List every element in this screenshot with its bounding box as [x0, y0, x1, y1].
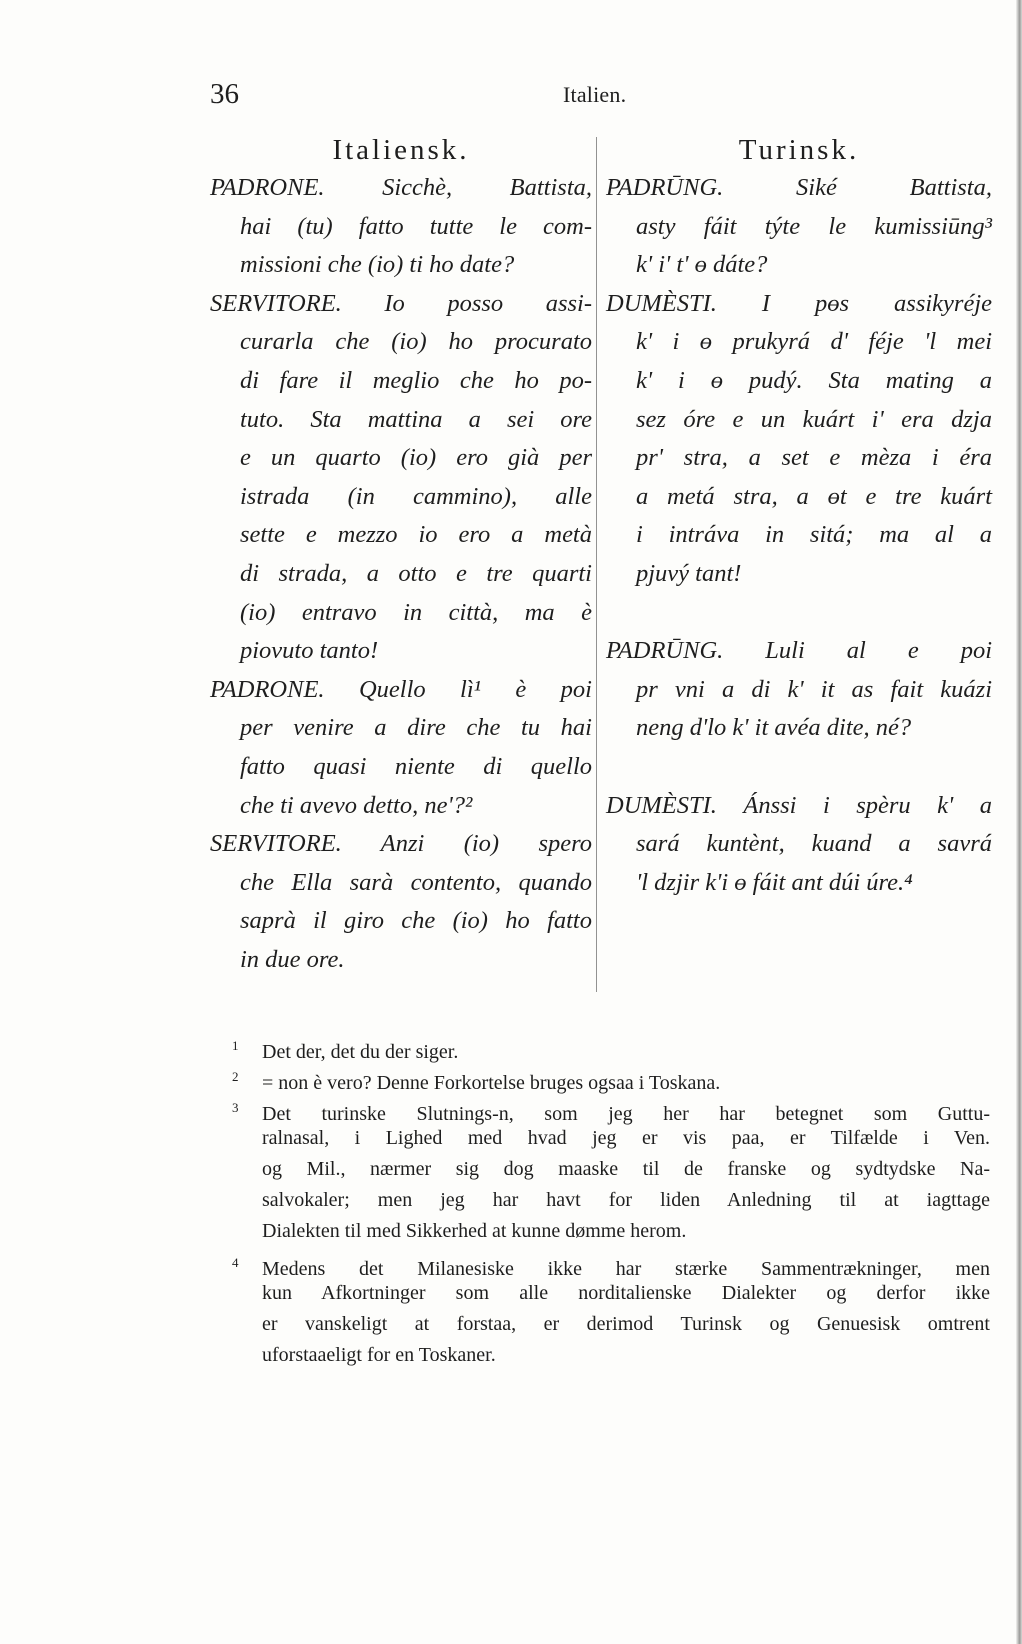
footnote-mark: 2 [232, 1069, 239, 1084]
text-line: PADRŪNG. Luli al e poi [606, 637, 992, 665]
footnote-text: ralnasal, i Lighed med hvad jeg er vis paa, er Tilfælde i Ven. [262, 1127, 990, 1149]
text-line: sette e mezzo io ero a metà [240, 521, 592, 549]
text-line: k' i ɵ prukyrá d' féje 'l mei [636, 328, 992, 356]
text-line: sez óre e un kuárt i' era dzja [636, 405, 992, 433]
text-line: piovuto tanto! [240, 637, 379, 665]
italian-column [210, 131, 592, 979]
text-line: per venire a dire che tu hai [240, 714, 592, 742]
page-number: 36 [210, 78, 239, 110]
footnote [232, 1247, 990, 1371]
text-line: in due ore. [240, 945, 345, 973]
footnote-text: Dialekten til med Sikkerhed at kunne dømme herom. [262, 1220, 687, 1242]
text-line: k' i' t' ɵ dáte? [636, 251, 768, 279]
text-line: PADRONE. Sicchè, Battista, [210, 174, 592, 201]
text-line: SERVITORE. Anzi (io) spero [210, 830, 592, 858]
footnote [232, 1092, 990, 1247]
footnote-text: = non è vero? Denne Forkortelse bruges ogsaa i Toskana. [262, 1072, 721, 1094]
footnote-first-line [232, 1247, 990, 1278]
text-line: asty fáit týte le kumissiūng³ [636, 212, 992, 240]
footnote-first-line [232, 1061, 990, 1092]
footnote-mark: 1 [232, 1038, 239, 1053]
text-line: pr' stra, a set e mèza i éra [636, 444, 992, 472]
footnote [232, 1061, 990, 1092]
footnote-text: er vanskeligt at forstaa, er derimod Turinsk og Genuesisk omtrent [262, 1313, 990, 1335]
running-head: Italien. [563, 82, 627, 107]
text-line: DUMÈSTI. I pɵs assikyréje [606, 289, 992, 317]
italian-dialogue [210, 169, 592, 979]
dialogue-paragraph [210, 825, 592, 979]
footnote-first-line [232, 1030, 990, 1061]
text-line: PADRONE. Quello lì¹ è poi [210, 675, 592, 703]
footnote-text: Det der, det du der siger. [262, 1041, 459, 1063]
text-line: i intráva in sitá; ma al a [636, 521, 992, 549]
text-line: a metá stra, a ɵt e tre kuárt [636, 482, 992, 510]
text-line: k' i ɵ pudý. Sta mating a [636, 366, 992, 394]
text-line: neng d'lo k' it avéa dite, né? [636, 714, 912, 742]
text-line: di fare il meglio che ho po- [240, 366, 592, 394]
dialogue-paragraph [210, 169, 592, 285]
text-line: pr vni a di k' it as fait kuázi [636, 675, 992, 703]
text-line: (io) entravo in città, ma è [240, 598, 592, 626]
footnote-text: kun Afkortninger som alle norditalienske Dialekter og derfor ikke [262, 1282, 990, 1304]
text-line: SERVITORE. Io posso assi- [210, 289, 592, 317]
text-line: che ti avevo detto, ne'?² [240, 791, 473, 819]
page-edge [1016, 0, 1022, 1644]
dialogue-paragraph [606, 285, 992, 594]
footnote-text: Det turinske Slutnings-n, som jeg her har betegnet som Guttu- [262, 1103, 990, 1125]
footnote-mark: 4 [232, 1255, 239, 1270]
column-divider [596, 137, 597, 992]
text-line: missioni che (io) ti ho date? [240, 251, 515, 279]
dialogue-paragraph [606, 632, 992, 748]
text-line: fatto quasi niente di quello [240, 752, 592, 780]
dialogue-paragraph [606, 787, 992, 903]
text-line: e un quarto (io) ero già per [240, 444, 592, 472]
turin-dialogue [606, 169, 992, 902]
footnote-text: salvokaler; men jeg har havt for liden Anledning til at iagttage [262, 1189, 990, 1211]
text-line: sará kuntènt, kuand a savrá [636, 830, 992, 858]
footnote-text: uforstaaeligt for en Toskaner. [262, 1344, 496, 1366]
footnote-text: og Mil., nærmer sig dog maaske til de franske og sydtydske Na- [262, 1158, 990, 1180]
dialogue-paragraph [210, 285, 592, 671]
text-line: tuto. Sta mattina a sei ore [240, 405, 592, 433]
footnote-mark: 3 [232, 1100, 239, 1115]
text-line: pjuvý tant! [636, 559, 742, 587]
footnote-text: Medens det Milanesiske ikke har stærke Sammentrækninger, men [262, 1258, 990, 1280]
italian-column-title: Italiensk. [332, 134, 470, 166]
footnote [232, 1030, 990, 1061]
text-line: 'l dzjir k'i ɵ fáit ant dúi úre.⁴ [636, 868, 913, 896]
turin-column [606, 131, 992, 902]
dialogue-paragraph [210, 671, 592, 825]
footnote-first-line [232, 1092, 990, 1123]
text-line: PADRŪNG. Siké Battista, [606, 174, 992, 201]
text-line: istrada (in cammino), alle [240, 482, 592, 510]
text-line: che Ella sarà contento, quando [240, 868, 592, 896]
text-line: hai (tu) fatto tutte le com- [240, 212, 592, 240]
page-header [0, 78, 1022, 112]
text-line: di strada, a otto e tre quarti [240, 559, 592, 587]
footnotes [232, 1030, 990, 1371]
dialogue-paragraph [606, 169, 992, 285]
text-line: curarla che (io) ho procurato [240, 328, 592, 356]
turin-column-title: Turinsk. [738, 134, 860, 166]
text-line: saprà il giro che (io) ho fatto [240, 907, 592, 935]
text-line: DUMÈSTI. Ánssi i spèru k' a [606, 791, 992, 819]
